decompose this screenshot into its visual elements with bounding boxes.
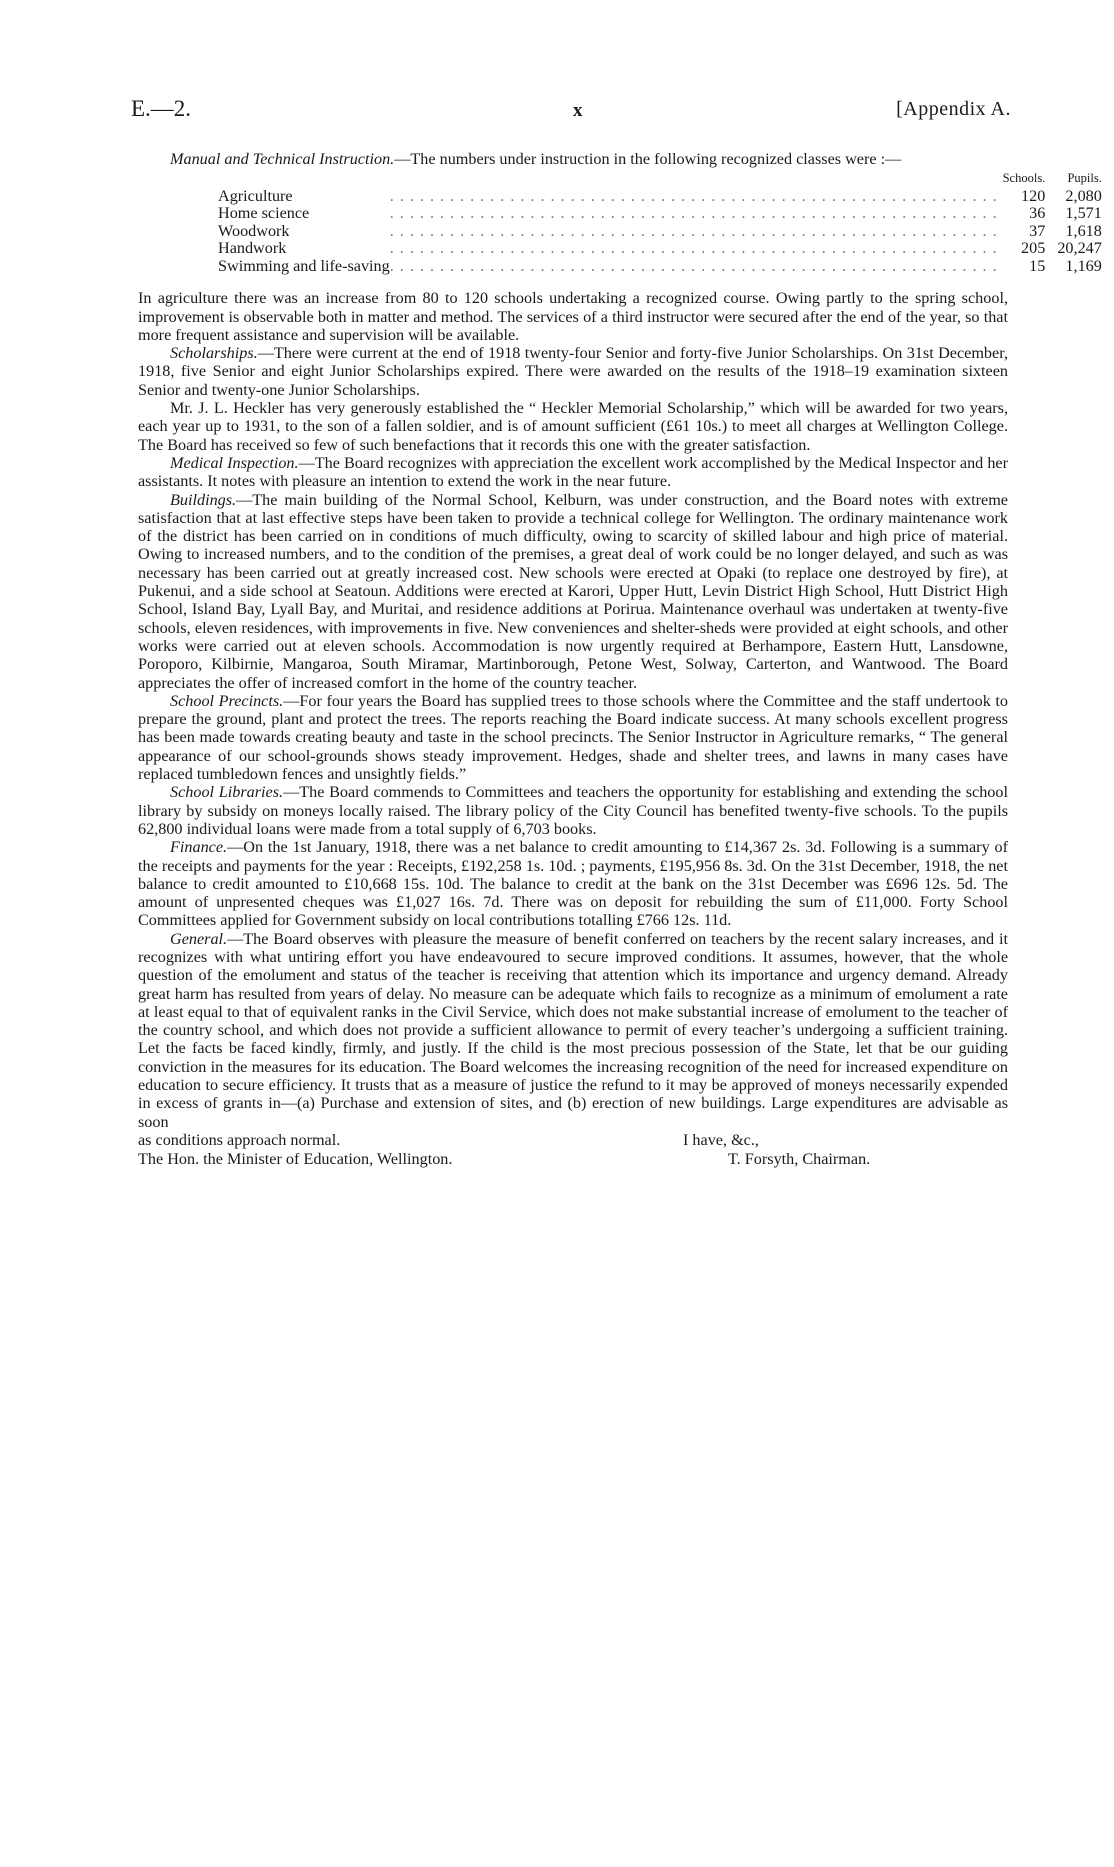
agriculture-paragraph: In agriculture there was an increase from 80 to 120 schools undertaking a recognized course. Owing partly to the spring school, improvement is observable both in matter and method. The services of a third instructor were secured after the end of the year, so that more frequent assistance and supervision will be available. xyxy=(138,289,1008,344)
schools-count: 15 xyxy=(1029,256,1046,275)
section-heading: General. xyxy=(170,929,228,948)
class-name: Agriculture xyxy=(218,186,293,205)
general-paragraph-end: as conditions approach normal. xyxy=(138,1130,341,1149)
paragraph-text: —The main building of the Normal School, Kelburn, was under construction, and the Board notes with extreme satisfaction that at last effective steps have been taken to provide a technical college for Wellington. The ordinary maintenance work of the district has been carried on in conditions of much difficulty, owing to scarcity of skilled labour and high price of material. Owing to increased numbers, and to the condition of the premises, a great deal of work could be no longer delayed, and such as was necessary has been carried out at greatly increased cost. New schools were erected at Opaki (to replace one destroyed by fire), at Pukenui, and a side school at Seatoun. Additions were erected at Karori, Upper Hutt, Levin District High School, Hutt District High School, Island Bay, Lyall Bay, and Muritai, and residence additions at Porirua. Maintenance overhaul was undertaken at twenty-five schools, eleven residences, with improvements in five. New conveniences and shelter-sheds were provided at eight schools, and other works were carried out at eleven schools. Accommodation is now urgently required at Berhampore, Eastern Hutt, Lansdowne, Poroporo, Kilbirnie, Mangaroa, South Miramar, Martinborough, Petone West, Solway, Carterton, and Wantwood. The Board appreciates the offer of increased comfort in the home of the country teacher. xyxy=(138,490,1008,692)
paragraph-text: —For four years the Board has supplied trees to those schools where the Committee and the staff undertook to prepare the ground, plant and protect the trees. The reports reaching the Board indicate success. At many schools excellent progress has been made towards creating beauty and taste in the school precincts. The Senior Instructor in Agriculture remarks, “ The general appearance of our school-grounds shows steady improvement. Hedges, shade and shelter trees, and lawns in many cases have replaced tumbledown fences and unsightly fields.” xyxy=(138,691,1008,784)
letter-closing xyxy=(138,1131,1008,1169)
closing-greeting: I have, &c., xyxy=(683,1130,759,1149)
paragraph-text: —The Board recognizes with appreciation the excellent work accomplished by the Medical Inspector and her assistants. It notes with pleasure an intention to extend the work in the near future. xyxy=(138,453,1008,491)
buildings-paragraph xyxy=(138,491,1008,692)
libraries-paragraph xyxy=(138,783,1008,838)
pupils-count: 1,618 xyxy=(1065,221,1102,240)
column-header-schools: Schools. xyxy=(1002,171,1046,186)
medical-paragraph xyxy=(138,454,1008,491)
pupils-count: 2,080 xyxy=(1065,186,1102,205)
section-heading: School Libraries. xyxy=(170,783,284,802)
dot-leader: ............................................................. xyxy=(389,257,1003,275)
table-header-row xyxy=(218,170,1102,188)
class-name: Home science xyxy=(218,204,310,223)
section-heading: Buildings. xyxy=(170,490,237,509)
paragraph-text: —There were current at the end of 1918 twenty-four Senior and forty-five Junior Scholarships. On 31st December, 1918, five Senior and eight Junior Scholarships expired. There were awarded on the results of the 1918–19 examination sixteen Senior and twenty-one Junior Scholarships. xyxy=(138,344,1008,399)
addressee: The Hon. the Minister of Education, Wellington. xyxy=(138,1149,453,1168)
page-number: x xyxy=(573,100,583,121)
dot-leader: ............................................................. xyxy=(389,205,1003,223)
table-row xyxy=(218,223,1102,241)
heckler-paragraph: Mr. J. L. Heckler has very generously established the “ Heckler Memorial Scholarship,” which will be awarded for two years, each year up to 1931, to the son of a fallen soldier, and is of amount sufficient (£61 10s.) to meet all charges at Wellington College. The Board has received so few of such benefactions that it records this one with the greater satisfaction. xyxy=(138,399,1008,454)
pupils-count: 1,169 xyxy=(1065,256,1102,275)
page-header xyxy=(131,96,1011,130)
class-name: Handwork xyxy=(218,239,287,258)
signature: T. Forsyth, Chairman. xyxy=(728,1149,871,1168)
schools-count: 36 xyxy=(1029,204,1046,223)
dot-leader: ............................................................. xyxy=(389,222,1003,240)
document-body xyxy=(138,150,1102,1169)
section-heading: School Precincts. xyxy=(170,691,284,710)
general-paragraph xyxy=(138,930,1008,1131)
appendix-label: [Appendix A. xyxy=(896,98,1011,120)
report-code: E.—2. xyxy=(131,96,192,121)
paragraph-text: —The Board commends to Committees and teachers the opportunity for establishing and extending the school library by subsidy on moneys locally raised. The library policy of the City Council has benefited twenty-five schools. To the pupils 62,800 individual loans were made from a total supply of 6,703 books. xyxy=(138,783,1008,838)
manual-instruction-intro xyxy=(138,150,1008,168)
table-row xyxy=(218,205,1102,223)
table-row xyxy=(218,240,1102,258)
class-name: Swimming and life-saving xyxy=(218,256,390,275)
section-heading: Scholarships. xyxy=(170,344,258,363)
schools-count: 37 xyxy=(1029,221,1046,240)
table-row xyxy=(218,188,1102,206)
class-name: Woodwork xyxy=(218,221,290,240)
table-row xyxy=(218,258,1102,276)
pupils-count: 20,247 xyxy=(1057,239,1102,258)
column-header-pupils: Pupils. xyxy=(1067,171,1102,186)
section-heading: Finance. xyxy=(170,838,228,857)
finance-paragraph xyxy=(138,838,1008,929)
scholarships-paragraph xyxy=(138,344,1008,399)
schools-count: 120 xyxy=(1021,186,1046,205)
section-heading: Manual and Technical Instruction. xyxy=(170,150,395,168)
dot-leader: ............................................................. xyxy=(389,187,1003,205)
precincts-paragraph xyxy=(138,692,1008,783)
pupils-count: 1,571 xyxy=(1065,204,1102,223)
paragraph-text: —The Board observes with pleasure the measure of benefit conferred on teachers by the recent salary increases, and it recognizes with what untiring effort you have endeavoured to secure improved conditions. It assumes, however, that the whole question of the emolument and status of the teacher is receiving that attention which its importance and urgency demand. Already great harm has resulted from years of delay. No measure can be adequate which fails to recognize as a minimum of emolument a rate at least equal to that of equivalent ranks in the Civil Service, which does not make substantial increase of emolument to the teacher of the country school, and which does not provide a sufficient allowance to permit of every teacher’s undergoing a sufficient training. Let the facts be faced kindly, firmly, and justly. If the child is the most precious possession of the State, let that be our guiding conviction in the measures for its education. The Board welcomes the increasing recognition of the need for increased expenditure on education to secure efficiency. It trusts that as a measure of justice the refund to it may be approved of moneys necessarily expended in excess of grants in—(a) Purchase and extension of sites, and (b) erection of new buildings. Large expenditures are advisable as soon xyxy=(138,929,1008,1131)
section-heading: Medical Inspection. xyxy=(170,453,299,472)
schools-count: 205 xyxy=(1021,239,1046,258)
paragraph-text: —The numbers under instruction in the following recognized classes were :— xyxy=(394,150,902,168)
paragraph-text: —On the 1st January, 1918, there was a net balance to credit amounting to £14,367 2s. 3d. Following is a summary of the receipts and payments for the year : Receipts, £192,258 1s. 10d. ; payments, £195,956 8s. 3d. On the 31st December, 1918, the net balance to credit amounted to £10,668 15s. 10d. The balance to credit at the bank on the 31st December was £696 12s. 5d. The amount of unpresented cheques was £1,027 16s. 7d. There was on deposit for rebuilding the sum of £11,000. Forty School Committees applied for Government subsidy on local contributions totalling £766 12s. 11d. xyxy=(138,838,1008,930)
classes-table xyxy=(218,170,1102,275)
dot-leader: ............................................................. xyxy=(389,240,1003,258)
